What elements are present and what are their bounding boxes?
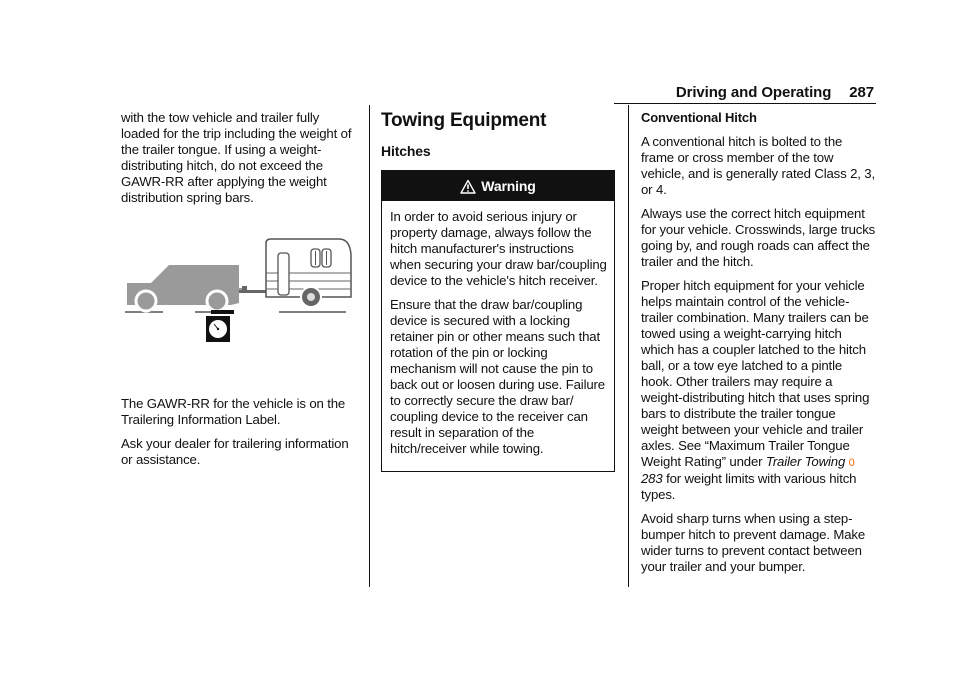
body-paragraph xyxy=(641,278,876,503)
body-paragraph: Avoid sharp turns when using a step-bumper hitch to prevent damage. Make wider turns to prevent contact between your trailer and your bumper. xyxy=(641,511,866,574)
column-1 xyxy=(121,110,359,214)
warning-header xyxy=(382,171,614,201)
warning-paragraph: In order to avoid serious injury or property damage, always follow the hitch manufacturer's instructions when securing your draw bar/coupling device to the vehicle's hitch receiver. xyxy=(390,209,607,288)
subsection-title: Conventional Hitch xyxy=(641,110,757,125)
section-name: Driving and Operating xyxy=(675,84,832,101)
paragraph-text: for weight limits with various hitch types. xyxy=(641,471,857,502)
warning-box xyxy=(381,170,615,472)
body-paragraph: Ask your dealer for trailering information or assistance. xyxy=(121,436,349,467)
warning-title: Warning xyxy=(481,178,536,194)
header-rule xyxy=(614,103,876,104)
column-3 xyxy=(641,110,876,583)
body-paragraph: Always use the correct hitch equipment for your vehicle. Crosswinds, large trucks going by, and rough roads can affect the trailer and the hitch. xyxy=(641,206,876,269)
subsection-title: Hitches xyxy=(381,143,431,159)
running-head xyxy=(676,84,874,101)
page-number: 287 xyxy=(849,84,874,101)
column-divider-1 xyxy=(369,105,370,587)
column-1-lower xyxy=(121,396,361,476)
warning-body xyxy=(382,201,614,471)
column-2 xyxy=(381,110,617,472)
warning-triangle-icon xyxy=(460,179,476,194)
body-paragraph: with the tow vehicle and trailer fully loaded for the trip including the weight of the trailer tongue. If using a weight-distributing hitch, do not exceed the GAWR-RR after applying the weight distribution spring bars. xyxy=(121,110,352,205)
cross-reference-page[interactable]: 283 xyxy=(641,471,663,486)
body-paragraph: A conventional hitch is bolted to the frame or cross member of the tow vehicle, and is generally rated Class 2, 3, or 4. xyxy=(641,134,875,197)
warning-paragraph: Ensure that the draw bar/coupling device is secured with a locking retainer pin or other means such that rotation of the pin or locking mechanism will not cause the pin to back out or loosen during use. Failure to correctly secure the draw bar/ coupling device to the receiver can result in separation of the hitch/receiver while towing. xyxy=(390,297,605,456)
section-title: Towing Equipment xyxy=(381,110,547,131)
body-paragraph: The GAWR-RR for the vehicle is on the Trailering Information Label. xyxy=(121,396,346,427)
vehicle-trailer-scale-illustration xyxy=(121,235,357,353)
cross-reference-link[interactable]: Trailer Towing xyxy=(765,454,846,469)
page-ref-arrow-icon: 0 xyxy=(848,457,855,469)
paragraph-text: Proper hitch equipment for your vehicle helps maintain control of the vehicle-trailer combination. Many trailers can be towed using a weight-carrying hitch which has a coupler latched to the hitch ball, or a tow eye latched to a pintle hook. Other trailers may require a weight-distributing hitch that uses spring bars to distribute the trailer tongue weight between your vehicle and trailer axles. See “Maximum Trailer Tongue Weight Rating” under xyxy=(641,278,870,469)
column-divider-2 xyxy=(628,105,629,587)
